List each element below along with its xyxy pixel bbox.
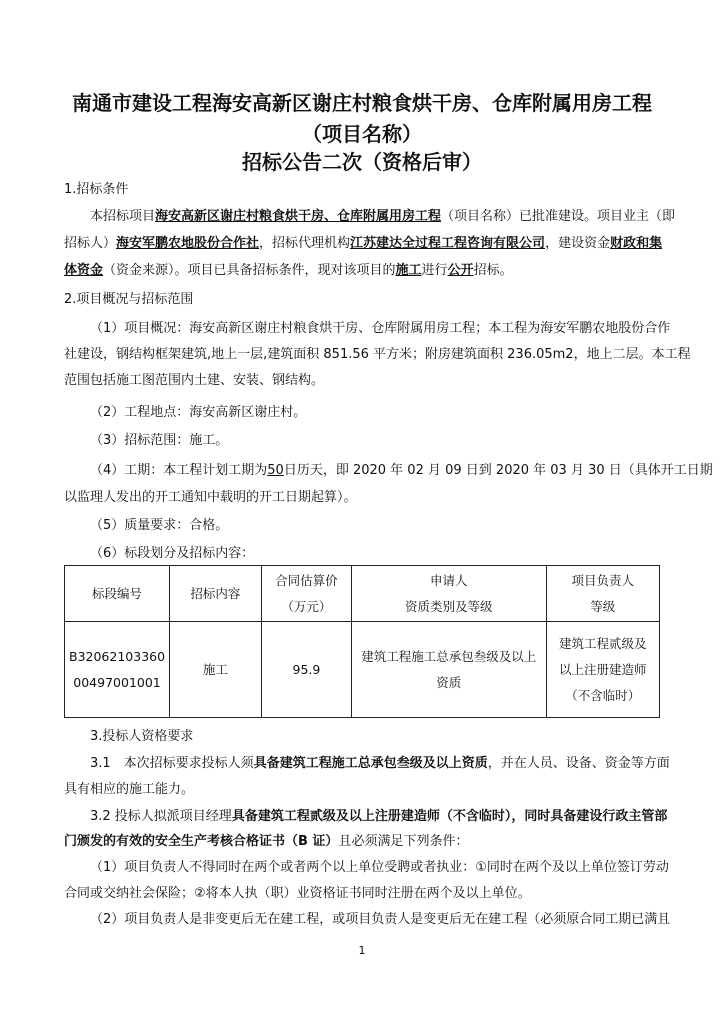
section-3-heading: 3.投标人资格要求 — [90, 729, 194, 744]
header-qualification: 申请人 资质类别及等级 — [352, 566, 546, 622]
section-1-para-line-2: 招标人）海安军鹏农地股份合作社，招标代理机构江苏建达全过程工程咨询有限公司，建设资金财政和集 — [64, 236, 663, 251]
cell-section-no: B32062103360 00497001001 — [65, 622, 170, 718]
section-2-heading: 2.项目概况与招标范围 — [64, 292, 194, 307]
table-row — [65, 622, 660, 718]
title-line-3: 招标公告二次（资格后审） — [242, 150, 482, 174]
duration-line-1: （4）工期：本工程计划工期为50日历天，即 2020 年 02 月 09 日到 2020 年 03 月 30 日（具体开工日期 — [90, 463, 713, 478]
header-section-no: 标段编号 — [65, 566, 170, 622]
cell-content: 施工 — [170, 622, 262, 718]
header-project-lead: 项目负责人 等级 — [546, 566, 659, 622]
cell-price: 95.9 — [261, 622, 351, 718]
lots-line: （6）标段划分及招标内容： — [90, 546, 255, 561]
overview-line-1: （1）项目概况：海安高新区谢庄村粮食烘干房、仓库附属用房工程；本工程为海安军鹏农地股份合作 — [90, 321, 671, 336]
section-1-heading: 1.招标条件 — [64, 182, 129, 197]
section-1-para-line-1: 本招标项目海安高新区谢庄村粮食烘干房、仓库附属用房工程（项目名称）已批准建设。项目业主（即 — [90, 209, 676, 224]
title-line-1: 南通市建设工程海安高新区谢庄村粮食烘干房、仓库附属用房工程 — [72, 91, 652, 115]
section-1-para-line-3: 体资金（资金来源）。项目已具备招标条件，现对该项目的施工进行公开招标。 — [64, 263, 513, 278]
condition-2-line-1: （2）项目负责人是非变更后无在建工程，或项目负责人是变更后无在建工程（必须原合同工期已满且 — [90, 912, 671, 927]
condition-1-line-2: 合同或交纳社会保险；②将本人执（职）业资格证书同时注册在两个及以上单位。 — [64, 886, 531, 901]
duration-line-2: 以监理人发出的开工通知中载明的开工日期起算）。 — [64, 490, 357, 505]
header-price: 合同估算价 （万元） — [261, 566, 351, 622]
title-line-2: （项目名称） — [302, 122, 422, 146]
overview-line-3: 范围包括施工图范围内土建、安装、钢结构。 — [64, 373, 325, 388]
req-3-1-line-1: 3.1 本次招标要求投标人须具备建筑工程施工总承包叁级及以上资质，并在人员、设备、资金等方面 — [90, 756, 670, 771]
req-3-2-line-2: 门颁发的有效的安全生产考核合格证书（B 证）且必须满足下列条件： — [64, 834, 469, 849]
scope-line: （3）招标范围：施工。 — [90, 433, 229, 448]
header-content: 招标内容 — [170, 566, 262, 622]
condition-1-line-1: （1）项目负责人不得同时在两个或者两个以上单位受聘或者执业：①同时在两个及以上单位签订劳动 — [90, 860, 669, 875]
req-3-1-line-2: 具有相应的施工能力。 — [64, 782, 195, 797]
page-number: 1 — [358, 944, 366, 957]
location-line: （2）工程地点：海安高新区谢庄村。 — [90, 405, 307, 420]
cell-qualification: 建筑工程施工总承包叁级及以上 资质 — [352, 622, 546, 718]
cell-project-lead: 建筑工程贰级及 以上注册建造师 （不含临时） — [546, 622, 659, 718]
bid-section-table — [64, 565, 660, 718]
req-3-2-line-1: 3.2 投标人拟派项目经理具备建筑工程贰级及以上注册建造师（不含临时），同时具备建设行政主管部 — [90, 809, 668, 824]
quality-line: （5）质量要求：合格。 — [90, 518, 229, 533]
overview-line-2: 社建设，钢结构框架建筑,地上一层,建筑面积 851.56 平方米；附房建筑面积 236.05m2，地上二层。本工程 — [64, 347, 691, 362]
table-header-row — [65, 566, 660, 622]
